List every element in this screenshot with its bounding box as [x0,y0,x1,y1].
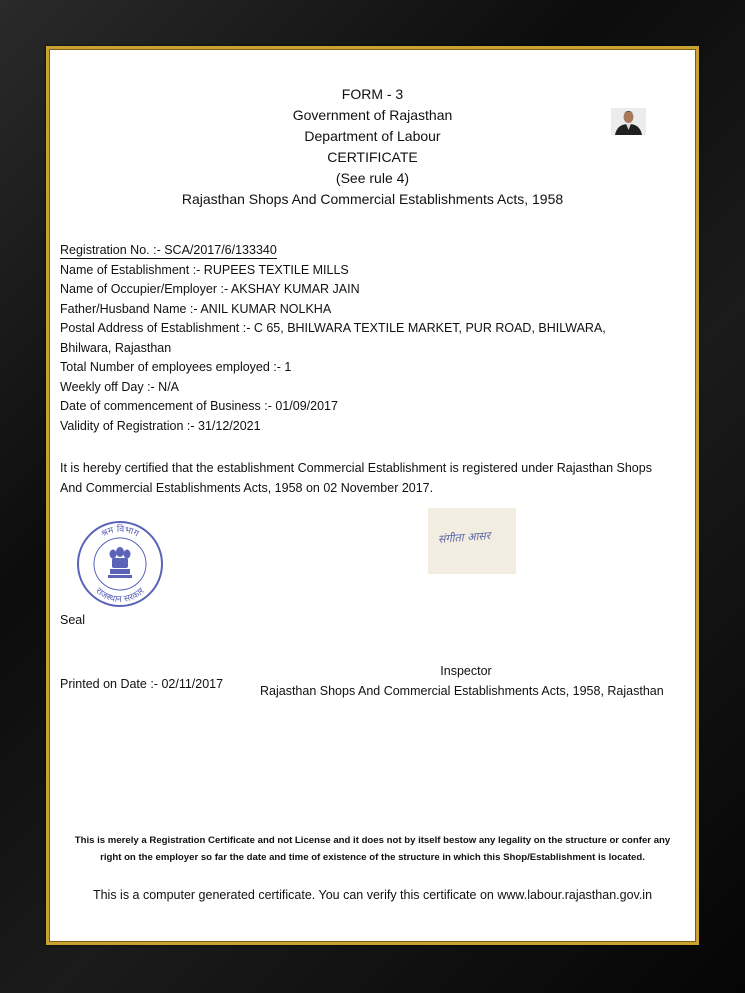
occupier-name: Name of Occupier/Employer :- AKSHAY KUMAR JAIN [60,282,360,296]
validity-date: Validity of Registration :- 31/12/2021 [60,419,261,433]
father-name: Father/Husband Name :- ANIL KUMAR NOLKHA [60,302,332,316]
inspector-signature [428,508,516,574]
certificate-paper [52,52,693,939]
disclaimer [52,832,693,866]
address-line-1: Postal Address of Establishment :- C 65, BHILWARA TEXTILE MARKET, PUR ROAD, BHILWARA, [60,321,606,335]
establishment-name: Name of Establishment :- RUPEES TEXTILE MILLS [60,263,349,277]
seal-label: Seal [60,613,86,627]
svg-text:श्रम विभाग: श्रम विभाग [99,524,141,540]
employee-count: Total Number of employees employed :- 1 [60,360,292,374]
registration-number: Registration No. :- SCA/2017/6/133340 [60,243,277,257]
verification-footer: This is a computer generated certificate. You can verify this certificate on www.labour.rajasthan.gov.in [92,888,653,902]
weekly-off: Weekly off Day :- N/A [60,380,180,394]
signature-text: संगीता आसर [437,529,491,546]
inspector-title: Inspector [440,664,492,678]
government-title: Government of Rajasthan [292,107,453,123]
disclaimer-line-1: This is merely a Registration Certificate and not License and it does not by itself bestow any legality on the structure or confer any [74,835,671,846]
inspector-act: Rajasthan Shops And Commercial Establishments Acts, 1958, Rajasthan [260,684,664,698]
certificate-title: CERTIFICATE [327,149,418,165]
commencement-date: Date of commencement of Business :- 01/09/2017 [60,399,338,413]
certification-line-1: It is hereby certified that the establishment Commercial Establishment is registered under Rajasthan Shops [60,461,652,475]
disclaimer-line-2: right on the employer so far the date and time of existence of the structure in which this Shop/Establishment is located. [100,852,645,863]
owner-photo [611,108,646,135]
printed-date: Printed on Date :- 02/11/2017 [60,677,224,691]
certificate-header [52,84,693,210]
department-title: Department of Labour [304,128,441,144]
address-line-2: Bhilwara, Rajasthan [60,341,172,355]
act-title: Rajasthan Shops And Commercial Establishments Acts, 1958 [181,191,564,207]
rule-reference: (See rule 4) [335,170,410,186]
svg-text:राजस्थान सरकार: राजस्थान सरकार [93,586,147,606]
form-number: FORM - 3 [341,86,404,102]
official-seal [74,518,166,610]
certification-line-2: And Commercial Establishments Acts, 1958 on 02 November 2017. [60,481,434,495]
